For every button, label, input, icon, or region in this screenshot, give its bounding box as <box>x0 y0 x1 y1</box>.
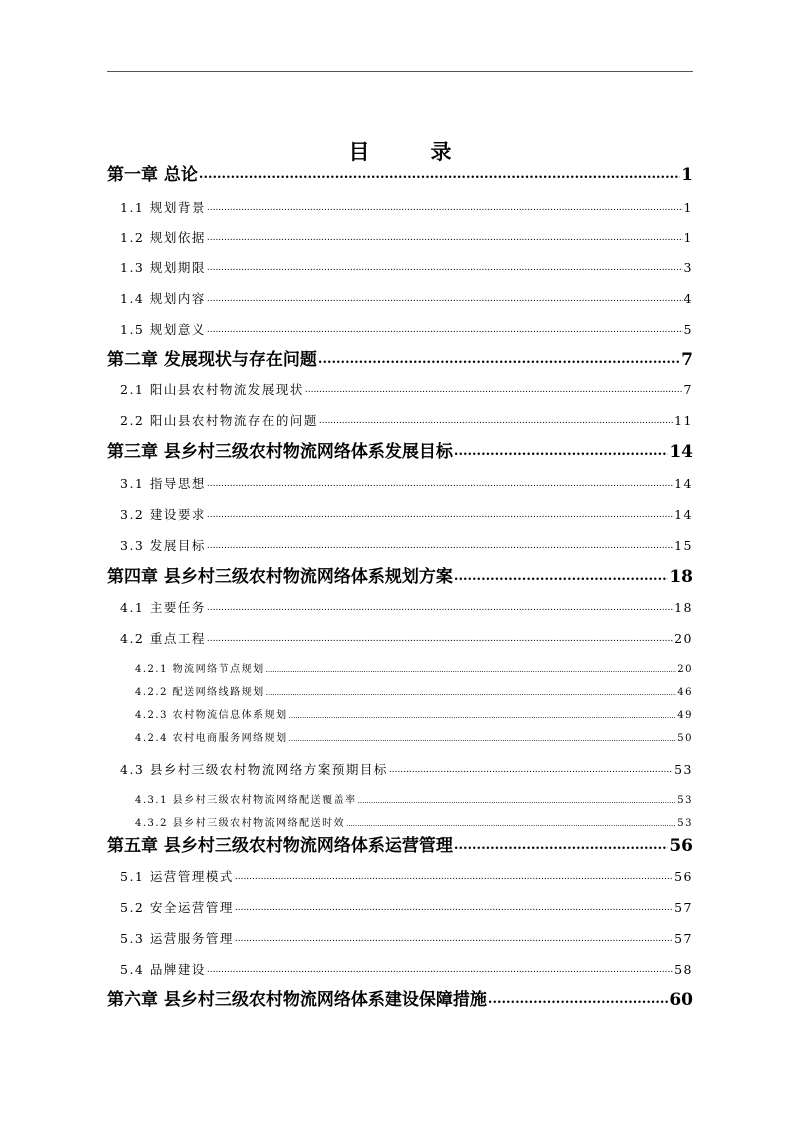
toc-entry-page-number: 7 <box>681 350 693 370</box>
toc-chapter-entry[interactable] <box>107 834 693 858</box>
toc-entry-label: 1.3 规划期限 <box>120 260 206 275</box>
toc-chapter-entry[interactable] <box>107 565 693 589</box>
dot-leader <box>389 760 673 780</box>
dot-leader <box>319 411 673 431</box>
dot-leader <box>289 708 677 724</box>
toc-entry-page-number: 56 <box>669 836 693 856</box>
toc-subsection-entry[interactable] <box>135 816 693 832</box>
toc-section-entry[interactable] <box>120 289 693 309</box>
toc-entry-page-number: 15 <box>674 538 693 553</box>
toc-entry-label: 4.2.3 农村物流信息体系规划 <box>135 710 288 721</box>
toc-entry-page-number: 53 <box>677 818 693 829</box>
toc-section-entry[interactable] <box>120 505 693 525</box>
toc-entry-label: 5.1 运营管理模式 <box>120 869 234 884</box>
toc-entry-label: 2.2 阳山县农村物流存在的问题 <box>120 413 318 428</box>
toc-section-entry[interactable] <box>120 198 693 218</box>
toc-entry-label: 第六章 县乡村三级农村物流网络体系建设保障措施 <box>107 990 487 1010</box>
toc-entry-page-number: 7 <box>683 382 693 397</box>
toc-entry-label: 第一章 总论 <box>107 165 198 185</box>
toc-entry-label: 4.2.1 物流网络节点规划 <box>135 664 265 675</box>
toc-section-entry[interactable] <box>120 380 693 400</box>
toc-subsection-entry[interactable] <box>135 685 693 701</box>
toc-entry-label: 4.2 重点工程 <box>120 631 206 646</box>
dot-leader <box>266 685 677 701</box>
toc-entry-page-number: 20 <box>677 664 693 675</box>
toc-chapter-entry[interactable] <box>107 163 693 187</box>
toc-entry-page-number: 5 <box>683 322 693 337</box>
toc-entry-page-number: 14 <box>674 476 693 491</box>
toc-section-entry[interactable] <box>120 629 693 649</box>
toc-section-entry[interactable] <box>120 320 693 340</box>
toc-entry-label: 4.2.2 配送网络线路规划 <box>135 687 265 698</box>
toc-entry-page-number: 3 <box>683 260 693 275</box>
toc-section-entry[interactable] <box>120 258 693 278</box>
toc-section-entry[interactable] <box>120 228 693 248</box>
toc-entry-label: 1.1 规划背景 <box>120 200 206 215</box>
toc-entry-page-number: 60 <box>669 990 693 1010</box>
dot-leader <box>305 380 683 400</box>
toc-entry-page-number: 4 <box>683 291 693 306</box>
toc-entry-label: 4.3.2 县乡村三级农村物流网络配送时效 <box>135 818 346 829</box>
toc-section-entry[interactable] <box>120 898 693 918</box>
dot-leader <box>266 662 677 678</box>
toc-subsection-entry[interactable] <box>135 708 693 724</box>
dot-leader <box>235 867 673 887</box>
toc-entry-page-number: 14 <box>674 507 693 522</box>
dot-leader <box>346 816 676 832</box>
toc-entry-page-number: 50 <box>677 733 693 744</box>
toc-entry-label: 1.4 规划内容 <box>120 291 206 306</box>
dot-leader <box>235 898 673 918</box>
dot-leader <box>358 793 677 809</box>
toc-chapter-entry[interactable] <box>107 440 693 464</box>
toc-entry-label: 2.1 阳山县农村物流发展现状 <box>120 382 304 397</box>
toc-entry-label: 3.3 发展目标 <box>120 538 206 553</box>
dot-leader <box>488 988 668 1012</box>
dot-leader <box>199 163 680 187</box>
toc-entry-page-number: 18 <box>669 567 693 587</box>
toc-chapter-entry[interactable] <box>107 988 693 1012</box>
toc-entry-page-number: 53 <box>674 762 693 777</box>
toc-section-entry[interactable] <box>120 760 693 780</box>
header-rule <box>107 71 693 72</box>
dot-leader <box>207 289 683 309</box>
toc-entry-label: 5.4 品牌建设 <box>120 962 206 977</box>
toc-entry-label: 第二章 发展现状与存在问题 <box>107 350 317 370</box>
toc-subsection-entry[interactable] <box>135 731 693 747</box>
toc-entry-page-number: 57 <box>674 900 693 915</box>
toc-entry-page-number: 18 <box>674 600 693 615</box>
toc-section-entry[interactable] <box>120 411 693 431</box>
toc-entry-label: 第三章 县乡村三级农村物流网络体系发展目标 <box>107 442 453 462</box>
dot-leader <box>454 834 668 858</box>
dot-leader <box>318 348 680 372</box>
toc-entry-page-number: 11 <box>674 413 693 428</box>
dot-leader <box>207 320 683 340</box>
toc-entry-page-number: 46 <box>677 687 693 698</box>
dot-leader <box>207 536 673 556</box>
dot-leader <box>207 474 673 494</box>
toc-entry-page-number: 20 <box>674 631 693 646</box>
toc-entry-label: 3.1 指导思想 <box>120 476 206 491</box>
toc-chapter-entry[interactable] <box>107 348 693 372</box>
toc-entry-label: 4.3 县乡村三级农村物流网络方案预期目标 <box>120 762 388 777</box>
dot-leader <box>207 198 683 218</box>
dot-leader <box>207 505 673 525</box>
toc-entry-page-number: 53 <box>677 795 693 806</box>
toc-section-entry[interactable] <box>120 598 693 618</box>
dot-leader <box>207 629 673 649</box>
toc-section-entry[interactable] <box>120 960 693 980</box>
toc-entry-page-number: 14 <box>669 442 693 462</box>
toc-subsection-entry[interactable] <box>135 793 693 809</box>
toc-entry-label: 1.2 规划依据 <box>120 230 206 245</box>
toc-section-entry[interactable] <box>120 474 693 494</box>
dot-leader <box>207 228 683 248</box>
toc-entry-label: 第五章 县乡村三级农村物流网络体系运营管理 <box>107 836 453 856</box>
toc-entry-page-number: 1 <box>681 165 693 185</box>
toc-subsection-entry[interactable] <box>135 662 693 678</box>
toc-entry-label: 4.3.1 县乡村三级农村物流网络配送覆盖率 <box>135 795 357 806</box>
dot-leader <box>289 731 677 747</box>
toc-entry-label: 1.5 规划意义 <box>120 322 206 337</box>
toc-section-entry[interactable] <box>120 929 693 949</box>
toc-entry-label: 3.2 建设要求 <box>120 507 206 522</box>
dot-leader <box>207 960 673 980</box>
toc-entry-label: 4.2.4 农村电商服务网络规划 <box>135 733 288 744</box>
toc-entry-label: 4.1 主要任务 <box>120 600 206 615</box>
toc-section-entry[interactable] <box>120 867 693 887</box>
toc-entry-page-number: 1 <box>683 200 693 215</box>
dot-leader <box>235 929 673 949</box>
toc-entry-page-number: 58 <box>674 962 693 977</box>
dot-leader <box>207 598 673 618</box>
dot-leader <box>454 565 668 589</box>
dot-leader <box>207 258 683 278</box>
toc-entry-label: 5.2 安全运营管理 <box>120 900 234 915</box>
toc-entry-label: 5.3 运营服务管理 <box>120 931 234 946</box>
toc-section-entry[interactable] <box>120 536 693 556</box>
toc-entry-page-number: 1 <box>683 230 693 245</box>
toc-entry-page-number: 49 <box>677 710 693 721</box>
dot-leader <box>454 440 668 464</box>
toc-title: 目 录 <box>348 139 472 164</box>
toc-entry-page-number: 56 <box>674 869 693 884</box>
toc-entry-page-number: 57 <box>674 931 693 946</box>
toc-entry-label: 第四章 县乡村三级农村物流网络体系规划方案 <box>107 567 453 587</box>
